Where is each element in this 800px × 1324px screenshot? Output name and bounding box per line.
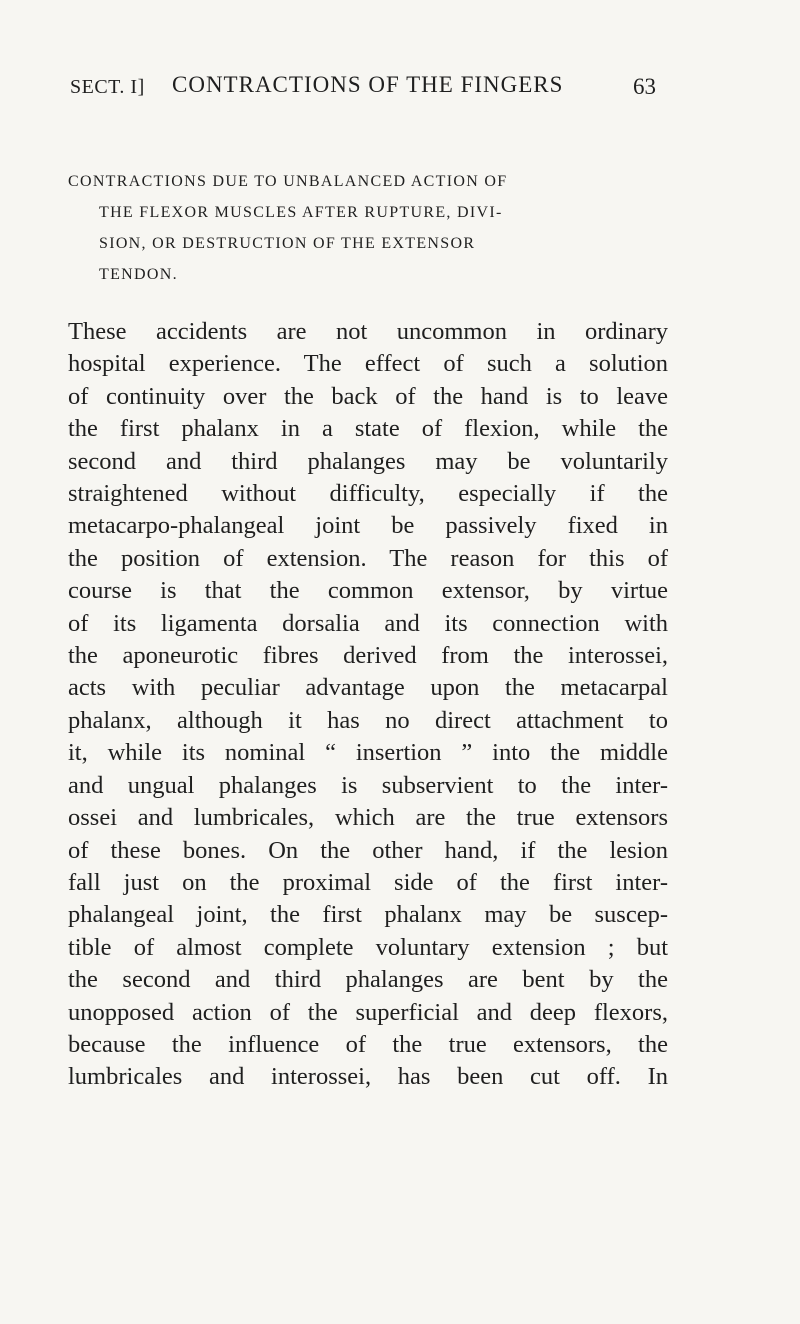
text-line: of its ligamenta dorsalia and its connection with [68, 609, 668, 637]
heading-line: SION, OR DESTRUCTION OF THE EXTENSOR [99, 235, 476, 252]
text-line: phalanx, although it has no direct attachment to [68, 706, 668, 734]
text-line: tible of almost complete voluntary extension ; but [68, 933, 668, 961]
text-line: the aponeurotic fibres derived from the interossei, [68, 642, 668, 670]
text-line: course is that the common extensor, by virtue [68, 577, 668, 605]
text-line: the second and third phalanges are bent by the [68, 966, 668, 994]
text-line: fall just on the proximal side of the first inter- [68, 868, 668, 896]
text-line: lumbricales and interossei, has been cut off. In [68, 1063, 668, 1091]
running-head [70, 72, 656, 106]
text-line: These accidents are not uncommon in ordinary [68, 318, 668, 345]
page-number: 63 [633, 74, 656, 99]
heading-line: THE FLEXOR MUSCLES AFTER RUPTURE, DIVI- [99, 204, 503, 221]
text-line: and ungual phalanges is subservient to the inter- [68, 771, 668, 799]
text-line: it, while its nominal “ insertion ” into the middle [68, 739, 668, 767]
body-paragraph [68, 316, 668, 1094]
text-line: acts with peculiar advantage upon the metacarpal [68, 674, 668, 702]
text-line: of these bones. On the other hand, if the lesion [68, 836, 668, 864]
text-line: ossei and lumbricales, which are the true extensors [68, 804, 668, 832]
heading-line: CONTRACTIONS DUE TO UNBALANCED ACTION OF [68, 173, 508, 190]
text-line: the position of extension. The reason for this of [68, 544, 668, 572]
text-line: straightened without difficulty, especially if the [68, 480, 668, 508]
text-line: of continuity over the back of the hand is to leave [68, 382, 668, 410]
section-heading [68, 166, 670, 290]
chapter-title: CONTRACTIONS OF THE FINGERS [172, 72, 564, 97]
text-line: hospital experience. The effect of such a solution [68, 350, 668, 378]
section-label: SECT. I] [70, 76, 145, 98]
text-line: metacarpo-phalangeal joint be passively fixed in [68, 512, 668, 540]
text-line: unopposed action of the superficial and deep flexors, [68, 998, 668, 1026]
text-line: second and third phalanges may be voluntarily [68, 447, 668, 475]
text-line: because the influence of the true extensors, the [68, 1030, 668, 1058]
heading-line: TENDON. [99, 266, 178, 283]
text-line: phalangeal joint, the first phalanx may be suscep- [68, 901, 668, 929]
text-line: the first phalanx in a state of flexion, while the [68, 415, 668, 443]
